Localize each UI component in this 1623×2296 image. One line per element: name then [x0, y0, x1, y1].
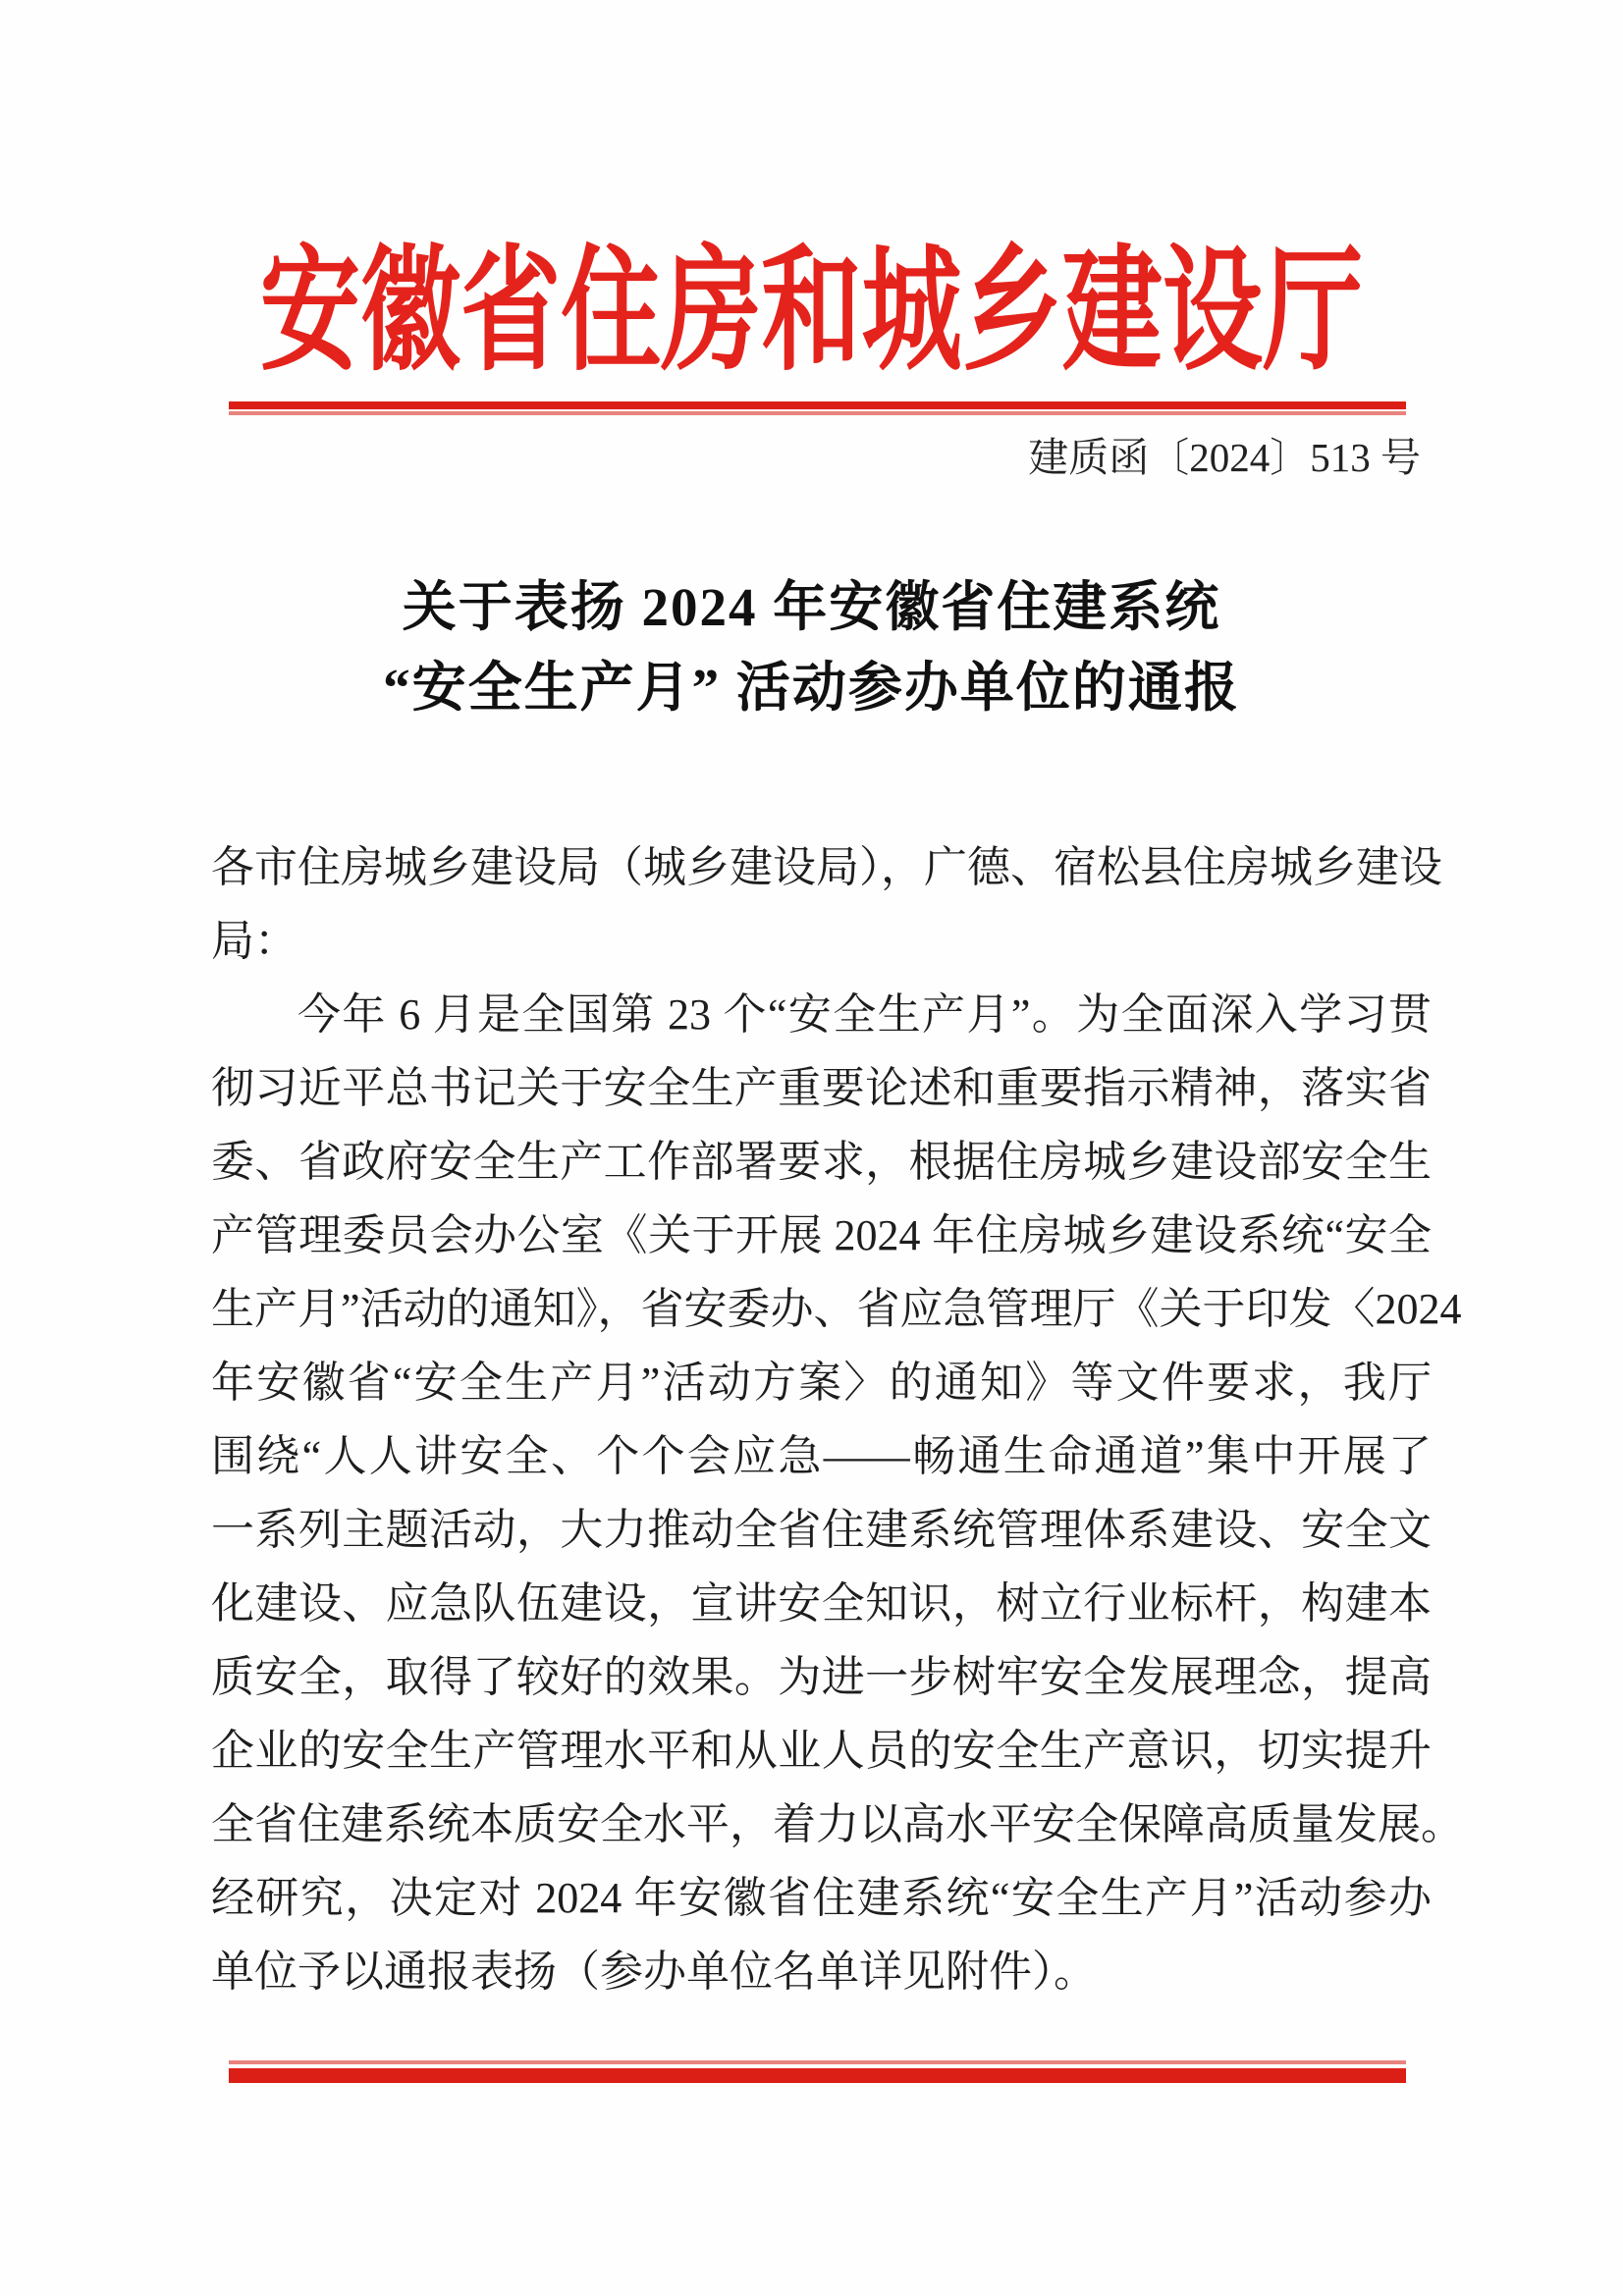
footer-divider-thick — [229, 2068, 1406, 2083]
body-line: 年安徽省“安全生产月”活动方案〉的通知》等文件要求，我厅 — [211, 1359, 1432, 1407]
title-line-1: 关于表扬 2024 年安徽省住建系统 — [402, 577, 1221, 637]
body-line: 经研究，决定对 2024 年安徽省住建系统“安全生产月”活动参办 — [211, 1874, 1432, 1922]
recipient-line: 局： — [211, 917, 298, 965]
title-line-2: “安全生产月” 活动参办单位的通报 — [383, 658, 1240, 718]
body-line: 彻习近平总书记关于安全生产重要论述和重要指示精神，落实省 — [211, 1064, 1432, 1112]
body-line: 产管理委员会办公室《关于开展 2024 年住房城乡建设系统“安全 — [211, 1211, 1432, 1259]
recipient-line: 各市住房城乡建设局（城乡建设局），广德、宿松县住房城乡建设 — [211, 843, 1442, 891]
body-line: 全省住建系统本质安全水平，着力以高水平安全保障高质量发展。 — [211, 1800, 1464, 1848]
document-title — [0, 567, 1623, 728]
header-divider-thin — [229, 411, 1406, 415]
agency-name: 安徽省住房和城乡建设厅 — [259, 237, 1364, 387]
document-body — [211, 830, 1464, 2008]
body-line: 企业的安全生产管理水平和从业人员的安全生产意识，切实提升 — [211, 1727, 1432, 1775]
body-line: 化建设、应急队伍建设，宣讲安全知识，树立行业标杆，构建本 — [211, 1579, 1432, 1628]
doc-number: 建质函〔2024〕513 号 — [1028, 435, 1421, 480]
body-line: 单位予以通报表扬（参办单位名单详见附件）。 — [211, 1948, 1097, 1996]
body-line: 今年 6 月是全国第 23 个“安全生产月”。为全面深入学习贯 — [298, 990, 1432, 1039]
body-line: 生产月”活动的通知》，省安委办、省应急管理厅《关于印发〈2024 — [211, 1285, 1462, 1333]
body-line: 一系列主题活动，大力推动全省住建系统管理体系建设、安全文 — [211, 1506, 1432, 1554]
body-line: 委、省政府安全生产工作部署要求，根据住房城乡建设部安全生 — [211, 1138, 1432, 1186]
header-divider-thick — [229, 401, 1406, 409]
body-line: 质安全，取得了较好的效果。为进一步树牢安全发展理念，提高 — [211, 1653, 1432, 1701]
footer-divider-thin — [229, 2060, 1406, 2064]
body-line: 围绕“人人讲安全、个个会应急——畅通生命通道”集中开展了 — [211, 1432, 1432, 1480]
